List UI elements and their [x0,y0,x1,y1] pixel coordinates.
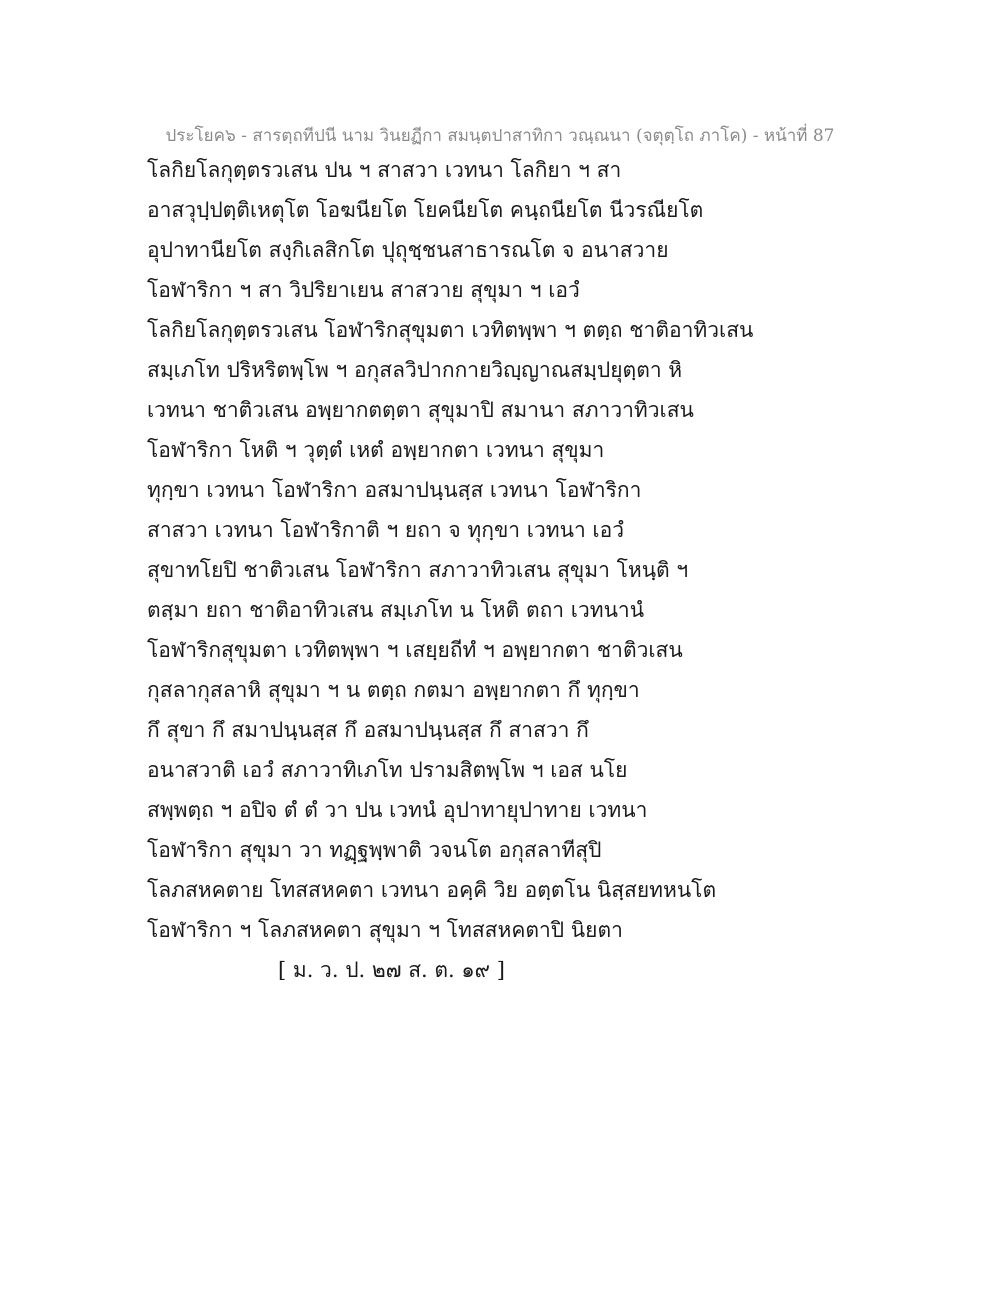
text-line: โลกิยโลกุตฺตรวเสน ปน ฯ สาสวา เวทนา โลกิยา ฯ สา [147,158,622,182]
running-header: ประโยค๖ - สารตฺถทีปนี นาม วินยฏีกา สมนฺตปาสาทิกา วณฺณนา (จตุตฺโถ ภาโค) - หน้าที่ 87 [165,126,835,146]
text-line: โอฬาริกสุขุมตา เวทิตพฺพา ฯ เสยฺยถีทํ ฯ อพฺยากตา ชาติวเสน [147,638,683,662]
body-text [147,150,907,950]
text-line: โลกิยโลกุตฺตรวเสน โอฬาริกสุขุมตา เวทิตพฺพา ฯ ตตฺถ ชาติอาทิวเสน [147,318,754,342]
text-line: อาสวุปฺปตฺติเหตุโต โอฆนียโต โยคนียโต คนฺถนียโต นีวรณียโต [147,198,704,222]
text-line: สุขาทโยปิ ชาติวเสน โอฬาริกา สภาวาทิวเสน สุขุมา โหนฺติ ฯ [147,558,689,582]
text-line: สาสวา เวทนา โอฬาริกาติ ฯ ยถา จ ทุกฺขา เวทนา เอวํ [147,518,624,542]
text-line: สพฺพตฺถ ฯ อปิจ ตํ ตํ วา ปน เวทนํ อุปาทายุปาทาย เวทนา [147,798,648,822]
text-line: อุปาทานียโต สงฺกิเลสิกโต ปุถุชฺชนสาธารณโต จ อนาสวาย [147,238,669,262]
source-reference: [ ม. ว. ป. ๒๗ ส. ต. ๑๙ ] [278,958,505,982]
text-line: โอฬาริกา ฯ สา วิปริยาเยน สาสวาย สุขุมา ฯ เอวํ [147,278,580,302]
text-line: ตสฺมา ยถา ชาติอาทิวเสน สมฺเภโท น โหติ ตถา เวทนานํ [147,598,645,622]
text-line: กุสลากุสลาหิ สุขุมา ฯ น ตตฺถ กตมา อพฺยากตา กึ ทุกฺขา [147,678,640,702]
text-line: โอฬาริกา โหติ ฯ วุตฺตํ เหตํ อพฺยากตา เวทนา สุขุมา [147,438,605,462]
text-line: อนาสวาติ เอวํ สภาวาทิเภโท ปรามสิตพฺโพ ฯ เอส นโย [147,758,628,782]
text-line: โอฬาริกา สุขุมา วา ทฏฺฐพฺพาติ วจนโต อกุสลาทีสุปิ [147,838,602,862]
text-line: เวทนา ชาติวเสน อพฺยากตตฺตา สุขุมาปิ สมานา สภาวาทิวเสน [147,398,694,422]
text-line: โอฬาริกา ฯ โลภสหคตา สุขุมา ฯ โทสสหคตาปิ นิยตา [147,918,623,942]
text-line: สมฺเภโท ปริหริตพฺโพ ฯ อกุสลวิปากกายวิญฺญาณสมฺปยุตฺตา หิ [147,358,683,382]
text-line: กึ สุขา กึ สมาปนฺนสฺส กึ อสมาปนฺนสฺส กึ สาสวา กึ [147,718,589,742]
text-line: ทุกฺขา เวทนา โอฬาริกา อสมาปนฺนสฺส เวทนา โอฬาริกา [147,478,642,502]
text-line: โลภสหคตาย โทสสหคตา เวทนา อคฺคิ วิย อตฺตโน นิสฺสยทหนโต [147,878,717,902]
